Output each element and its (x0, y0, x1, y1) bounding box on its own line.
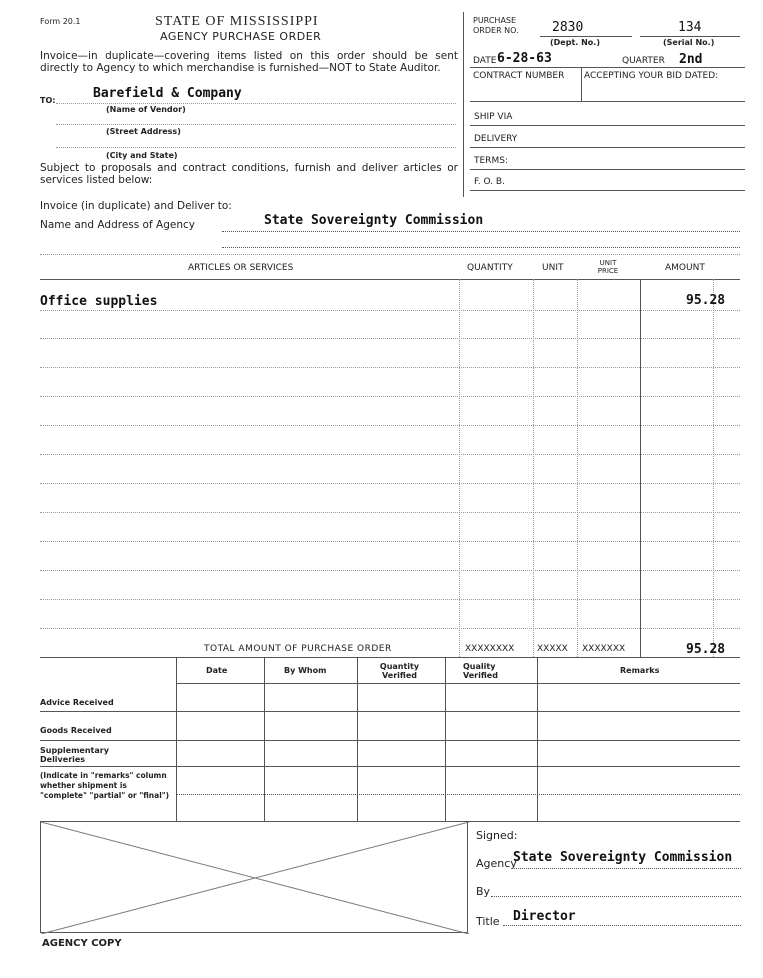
amount-header: AMOUNT (665, 263, 705, 273)
street-address-label: (Street Address) (106, 127, 181, 136)
supplementary-deliveries-label: Supplementary Deliveries (40, 746, 109, 764)
total-amount: 95.28 (686, 642, 726, 657)
sig-agency-label: Agency (476, 857, 517, 870)
blank-box (40, 821, 468, 933)
item-article: Office supplies (40, 294, 158, 309)
subject-text: Subject to proposals and contract conditions, furnish and deliver articles or services listed below: (40, 162, 458, 186)
title-label: Title (476, 915, 500, 928)
vendor-name-label: (Name of Vendor) (106, 105, 186, 114)
remarks-col-header: Remarks (620, 666, 660, 675)
invoice-instructions: Invoice—in duplicate—covering items listed on this order should be sent directly to Agency to which merchandise is furnished—NOT to State Auditor. (40, 50, 458, 74)
delivery-label: DELIVERY (474, 134, 518, 144)
goods-received-label: Goods Received (40, 726, 112, 735)
date-value: 6-28-63 (497, 51, 552, 66)
form-title: AGENCY PURCHASE ORDER (160, 30, 322, 43)
quantity-header: QUANTITY (467, 263, 513, 273)
serial-no-value: 134 (678, 20, 702, 35)
fob-label: F. O. B. (474, 177, 505, 187)
unit-price-header: UNIT PRICE (597, 259, 619, 275)
serial-no-label: (Serial No.) (663, 38, 715, 47)
accepting-bid-label: ACCEPTING YOUR BID DATED: (584, 71, 719, 81)
city-state-label: (City and State) (106, 151, 178, 160)
quality-verified-header: Quality Verified (463, 662, 498, 680)
articles-header: ARTICLES OR SERVICES (188, 263, 294, 273)
quarter-value: 2nd (679, 52, 703, 67)
purchase-order-label: PURCHASE ORDER NO. (473, 16, 519, 35)
state-title: STATE OF MISSISSIPPI (155, 14, 319, 29)
dept-no-label: (Dept. No.) (550, 38, 600, 47)
invoice-deliver-label: Invoice (in duplicate) and Deliver to: (40, 200, 232, 212)
advice-received-label: Advice Received (40, 698, 114, 707)
sig-agency-value: State Sovereignty Commission (513, 850, 733, 865)
ship-via-label: SHIP VIA (474, 112, 513, 122)
unit-header: UNIT (542, 263, 564, 273)
title-value: Director (513, 909, 576, 924)
total-label: TOTAL AMOUNT OF PURCHASE ORDER (204, 644, 392, 654)
vendor-name: Barefield & Company (93, 86, 242, 101)
item-amount: 95.28 (686, 293, 726, 308)
to-label: TO: (40, 96, 56, 105)
quarter-label: QUARTER (622, 56, 665, 66)
total-quantity-mask: XXXXXXXX (465, 644, 515, 654)
by-whom-col-header: By Whom (284, 666, 327, 675)
contract-number-label: CONTRACT NUMBER (473, 71, 565, 81)
form-number: Form 20.1 (40, 17, 81, 26)
quantity-verified-header: Quantity Verified (379, 662, 420, 680)
date-col-header: Date (206, 666, 228, 675)
dept-no-value: 2830 (552, 20, 584, 35)
total-price-mask: XXXXXXX (582, 644, 626, 654)
by-label: By (476, 885, 491, 898)
shipment-note: (Indicate in "remarks" column whether shipment is "complete" "partial" or "final") (40, 771, 170, 800)
crossed-lines (41, 822, 469, 934)
agency-copy-label: AGENCY COPY (42, 938, 122, 949)
agency-address-label: Name and Address of Agency (40, 219, 195, 231)
total-unit-mask: XXXXX (537, 644, 568, 654)
signed-label: Signed: (476, 829, 518, 842)
terms-label: TERMS: (474, 156, 508, 166)
agency-address-value: State Sovereignty Commission (264, 213, 484, 228)
date-label: DATE (473, 56, 497, 66)
